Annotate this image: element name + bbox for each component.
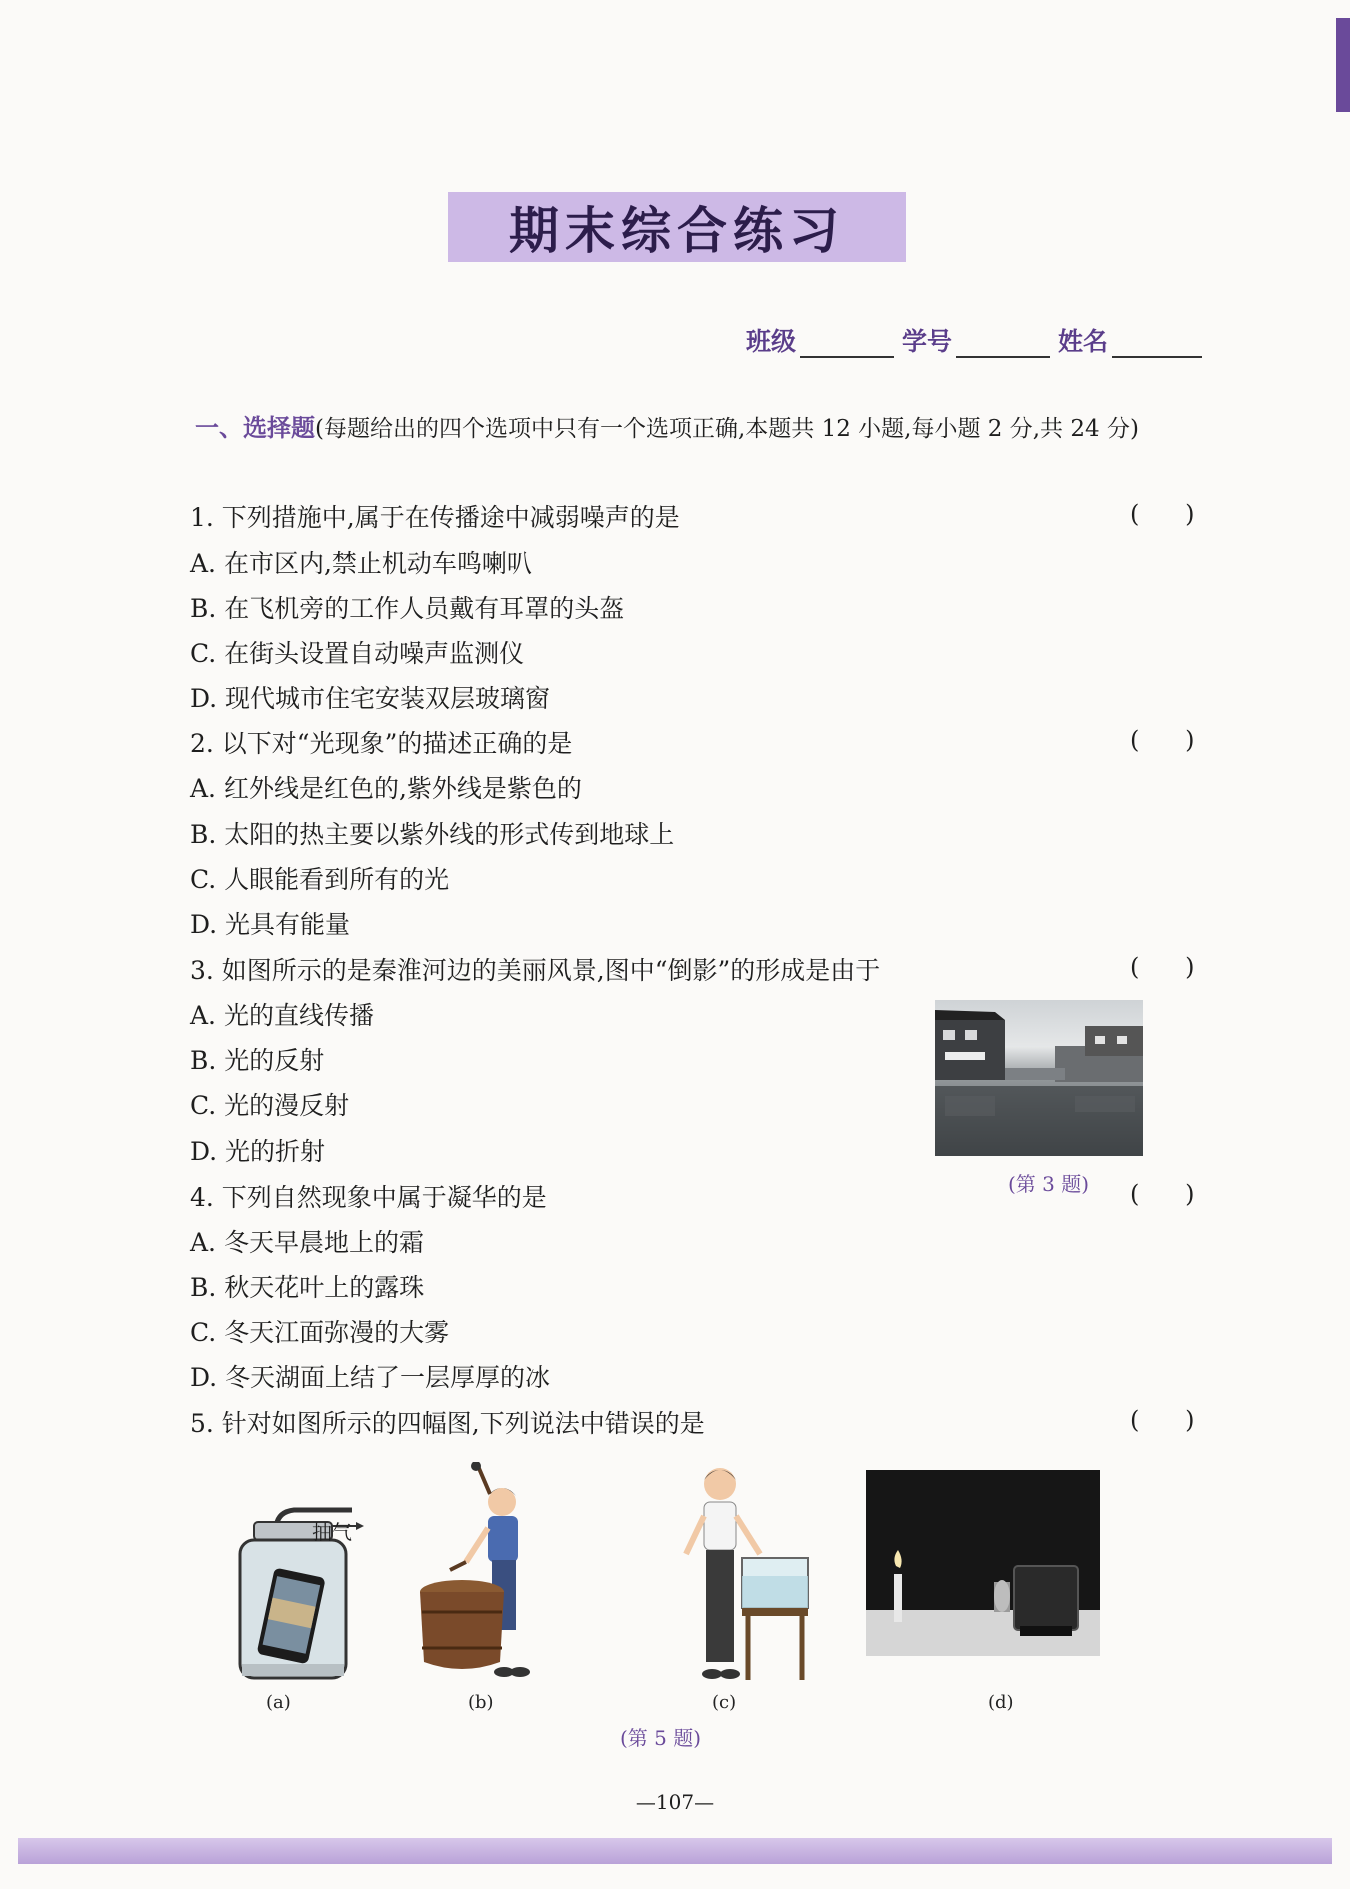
answer-bracket: ( )	[1130, 1180, 1195, 1208]
option: C. 冬天江面弥漫的大雾	[190, 1318, 450, 1347]
student-info	[746, 322, 1206, 358]
question-stem: 2. 以下对“光现象”的描述正确的是	[190, 729, 573, 758]
fig-label-c: (c)	[712, 1692, 737, 1713]
option: B. 光的反射	[190, 1046, 325, 1075]
section-title: 一、选择题	[195, 413, 315, 442]
question-stem: 1. 下列措施中,属于在传播途中减弱噪声的是	[190, 503, 680, 532]
river-scene	[935, 1000, 1143, 1156]
question-stem: 3. 如图所示的是秦淮河边的美丽风景,图中“倒影”的形成是由于	[190, 956, 881, 985]
corner-tab	[1336, 18, 1350, 112]
option: B. 秋天花叶上的露珠	[190, 1273, 425, 1302]
option: B. 在飞机旁的工作人员戴有耳罩的头盔	[190, 594, 625, 623]
fig-a-pump-label: 抽气	[312, 1520, 352, 1544]
page-title: 期末综合练习	[509, 201, 845, 260]
page-number: —107—	[635, 1790, 715, 1814]
id-label: 学号	[901, 327, 952, 356]
name-blank	[1112, 332, 1202, 358]
id-blank	[956, 332, 1050, 358]
class-label: 班级	[745, 327, 796, 356]
option: C. 在街头设置自动噪声监测仪	[190, 639, 525, 668]
fig-c-water-tank	[650, 1458, 810, 1684]
qinhuai-river-photo	[935, 1000, 1143, 1156]
q3-caption: (第 3 题)	[1008, 1172, 1090, 1196]
question-stem: 5. 针对如图所示的四幅图,下列说法中错误的是	[190, 1409, 705, 1438]
name-label: 姓名	[1057, 327, 1108, 356]
option: A. 红外线是红色的,紫外线是紫色的	[190, 774, 582, 803]
answer-bracket: ( )	[1130, 500, 1195, 528]
answer-bracket: ( )	[1130, 1406, 1195, 1434]
option: D. 光具有能量	[190, 910, 351, 939]
title-box	[448, 192, 906, 262]
option: D. 冬天湖面上结了一层厚厚的冰	[190, 1363, 551, 1392]
section-header	[140, 408, 1210, 449]
q5-caption: (第 5 题)	[620, 1726, 702, 1750]
option: C. 光的漫反射	[190, 1091, 350, 1120]
option: B. 太阳的热主要以紫外线的形式传到地球上	[190, 820, 675, 849]
fig-label-b: (b)	[468, 1692, 494, 1713]
fig-b-drum	[420, 1462, 550, 1682]
fig-label-a: (a)	[266, 1692, 291, 1713]
option: A. 冬天早晨地上的霜	[190, 1228, 424, 1257]
option: D. 光的折射	[190, 1137, 326, 1166]
option: A. 光的直线传播	[190, 1001, 374, 1030]
option: A. 在市区内,禁止机动车鸣喇叭	[190, 549, 532, 578]
option: D. 现代城市住宅安装双层玻璃窗	[190, 684, 551, 713]
fig-label-d: (d)	[988, 1692, 1014, 1713]
section-desc: (每题给出的四个选项中只有一个选项正确,本题共 12 小题,每小题 2 分,共 24 分)	[315, 416, 1139, 442]
option: C. 人眼能看到所有的光	[190, 865, 450, 894]
answer-bracket: ( )	[1130, 953, 1195, 981]
answer-bracket: ( )	[1130, 726, 1195, 754]
bottom-band	[18, 1838, 1332, 1864]
question-stem: 4. 下列自然现象中属于凝华的是	[190, 1183, 547, 1212]
class-blank	[800, 332, 894, 358]
fig-d-speaker-candle	[866, 1470, 1100, 1656]
